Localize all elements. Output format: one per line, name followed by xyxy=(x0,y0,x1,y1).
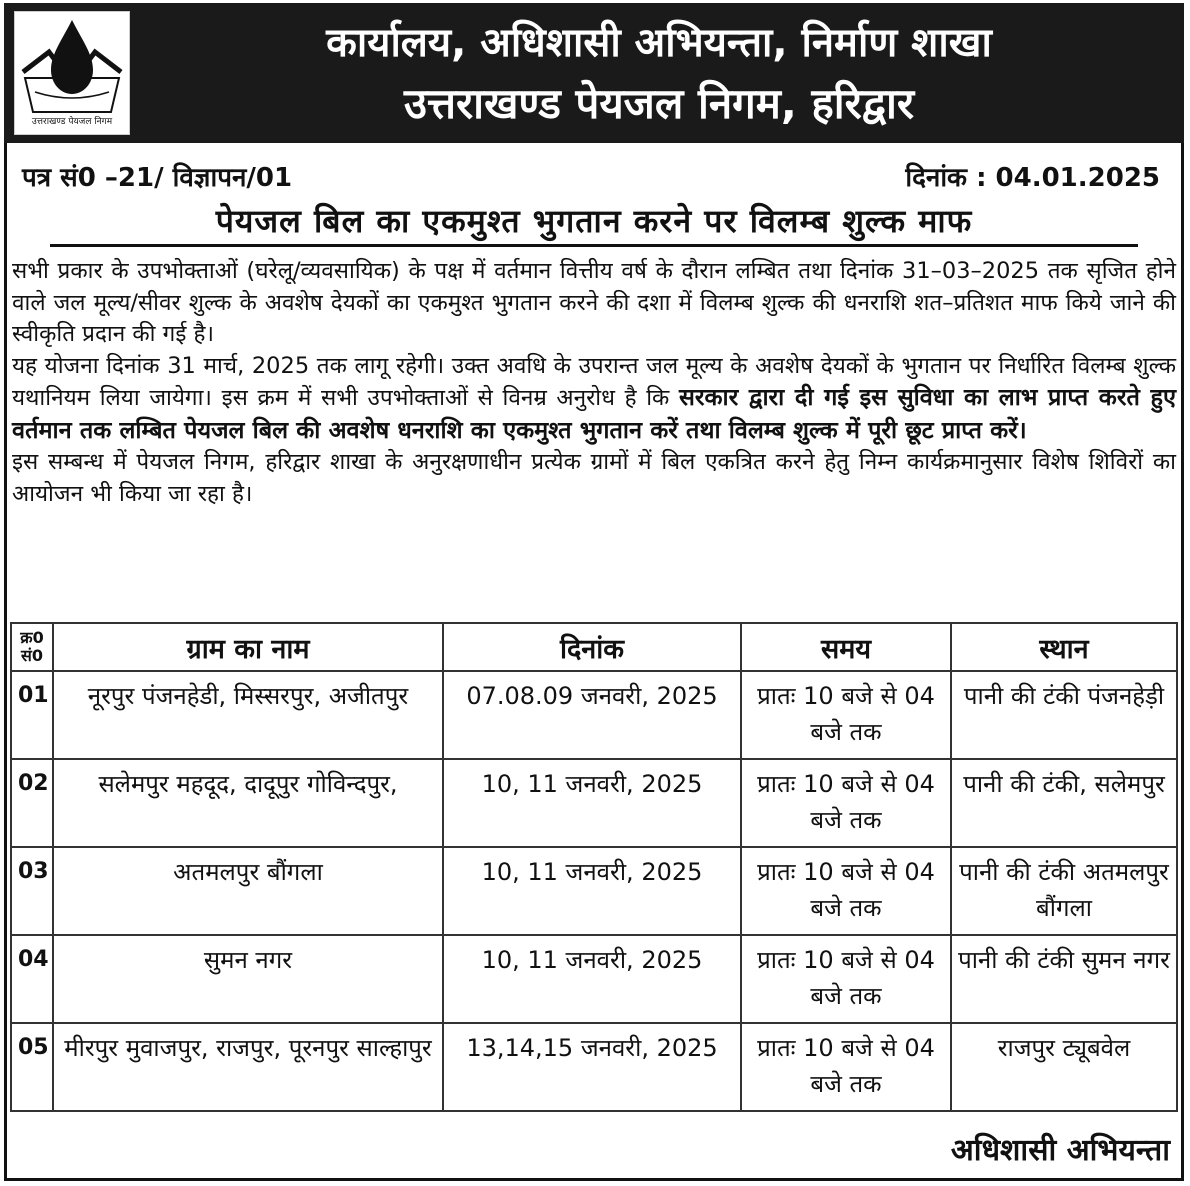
table-row xyxy=(11,847,1177,935)
row-date: 10, 11 जनवरी, 2025 xyxy=(443,847,741,935)
row-time: प्रातः 10 बजे से 04 बजे तक xyxy=(741,759,951,847)
header-serial-number: क्र0 सं0 xyxy=(11,623,53,671)
table-row xyxy=(11,671,1177,759)
office-title: कार्यालय, अधिशासी अभियन्ता, निर्माण शाखा xyxy=(326,20,992,66)
row-place: पानी की टंकी सुमन नगर xyxy=(951,935,1177,1023)
row-village: मीरपुर मुवाजपुर, राजपुर, पूरनपुर साल्हापुर xyxy=(53,1023,443,1111)
row-date: 13,14,15 जनवरी, 2025 xyxy=(443,1023,741,1111)
header-place: स्थान xyxy=(951,623,1177,671)
row-village: नूरपुर पंजनहेडी, मिस्सरपुर, अजीतपुर xyxy=(53,671,443,759)
row-village: अतमलपुर बौंगला xyxy=(53,847,443,935)
table-row xyxy=(11,759,1177,847)
table-header-row xyxy=(11,623,1177,671)
header-time: समय xyxy=(741,623,951,671)
notice-body xyxy=(12,256,1176,510)
row-village: सलेमपुर महदूद, दादूपुर गोविन्दपुर, xyxy=(53,759,443,847)
body-paragraph-2 xyxy=(12,351,1176,448)
body-paragraph-2-emphasis: सरकार द्वारा दी गई इस सुविधा का लाभ प्राप्त करते हुए वर्तमान तक लम्बित पेयजल बिल की अवशेष धनराशि का एकमुश्त भुगतान करें तथा विलम्ब शुल्क में पूरी छूट प्राप्त करें। xyxy=(12,383,1177,444)
row-serial: 05 xyxy=(11,1023,53,1111)
row-date: 10, 11 जनवरी, 2025 xyxy=(443,935,741,1023)
letter-reference: पत्र सं0 –21/ विज्ञापन/01 xyxy=(22,163,293,193)
row-serial: 04 xyxy=(11,935,53,1023)
body-paragraph-1: सभी प्रकार के उपभोक्ताओं (घरेलू/व्यवसायिक) के पक्ष में वर्तमान वित्तीय वर्ष के दौरान लम्बित तथा दिनांक 31–03–2025 तक सृजित होने वाले जल मूल्य/सीवर शुल्क के अवशेष देयकों का एकमुश्त भुगतान करने की दशा में विलम्ब शुल्क की धनराशि शत–प्रतिशत माफ किये जाने की स्वीकृति प्रदान की गई है। xyxy=(12,258,1176,347)
body-paragraph-2-text: यह योजना दिनांक 31 मार्च, 2025 तक लागू रहेगी। उक्त अवधि के उपरान्त जल मूल्य के अवशेष देयकों के भुगतान पर निर्धारित विलम्ब शुल्क यथानियम लिया जायेगा। इस क्रम में सभी उपभोक्ताओं से विनम्र अनुरोध है कि xyxy=(12,352,1176,411)
body-paragraph-3: इस सम्बन्ध में पेयजल निगम, हरिद्वार शाखा के अनुरक्षणाधीन प्रत्येक ग्रामों में बिल एकत्रित करने हेतु निम्न कार्यक्रमानुसार विशेष शिविरों का आयोजन भी किया जा रहा है। xyxy=(12,449,1176,507)
header-village-name: ग्राम का नाम xyxy=(53,623,443,671)
row-serial: 01 xyxy=(11,671,53,759)
row-time: प्रातः 10 बजे से 04 बजे तक xyxy=(741,847,951,935)
jal-nigam-logo xyxy=(14,11,130,135)
row-time: प्रातः 10 बजे से 04 बजे तक xyxy=(741,935,951,1023)
row-time: प्रातः 10 बजे से 04 बजे तक xyxy=(741,671,951,759)
logo-text: उत्तराखण्ड पेयजल निगम xyxy=(31,117,113,127)
row-date: 07.08.09 जनवरी, 2025 xyxy=(443,671,741,759)
letter-date: दिनांक : 04.01.2025 xyxy=(905,163,1160,193)
row-time: प्रातः 10 बजे से 04 बजे तक xyxy=(741,1023,951,1111)
row-place: पानी की टंकी अतमलपुर बौंगला xyxy=(951,847,1177,935)
notice-subject: पेयजल बिल का एकमुश्त भुगतान करने पर विलम्ब शुल्क माफ xyxy=(50,198,1138,247)
header-date: दिनांक xyxy=(443,623,741,671)
table-row xyxy=(11,935,1177,1023)
row-village: सुमन नगर xyxy=(53,935,443,1023)
camp-schedule-table xyxy=(10,622,1178,1112)
table-row xyxy=(11,1023,1177,1111)
signatory-designation: अधिशासी अभियन्ता xyxy=(950,1133,1170,1168)
signature-divider xyxy=(10,1110,1176,1112)
row-place: पानी की टंकी पंजनहेड़ी xyxy=(951,671,1177,759)
row-serial: 02 xyxy=(11,759,53,847)
notice-header xyxy=(4,3,1184,143)
row-place: पानी की टंकी, सलेमपुर xyxy=(951,759,1177,847)
row-place: राजपुर ट्यूबवेल xyxy=(951,1023,1177,1111)
organization-title: उत्तराखण्ड पेयजल निगम, हरिद्वार xyxy=(403,79,915,128)
row-serial: 03 xyxy=(11,847,53,935)
row-date: 10, 11 जनवरी, 2025 xyxy=(443,759,741,847)
